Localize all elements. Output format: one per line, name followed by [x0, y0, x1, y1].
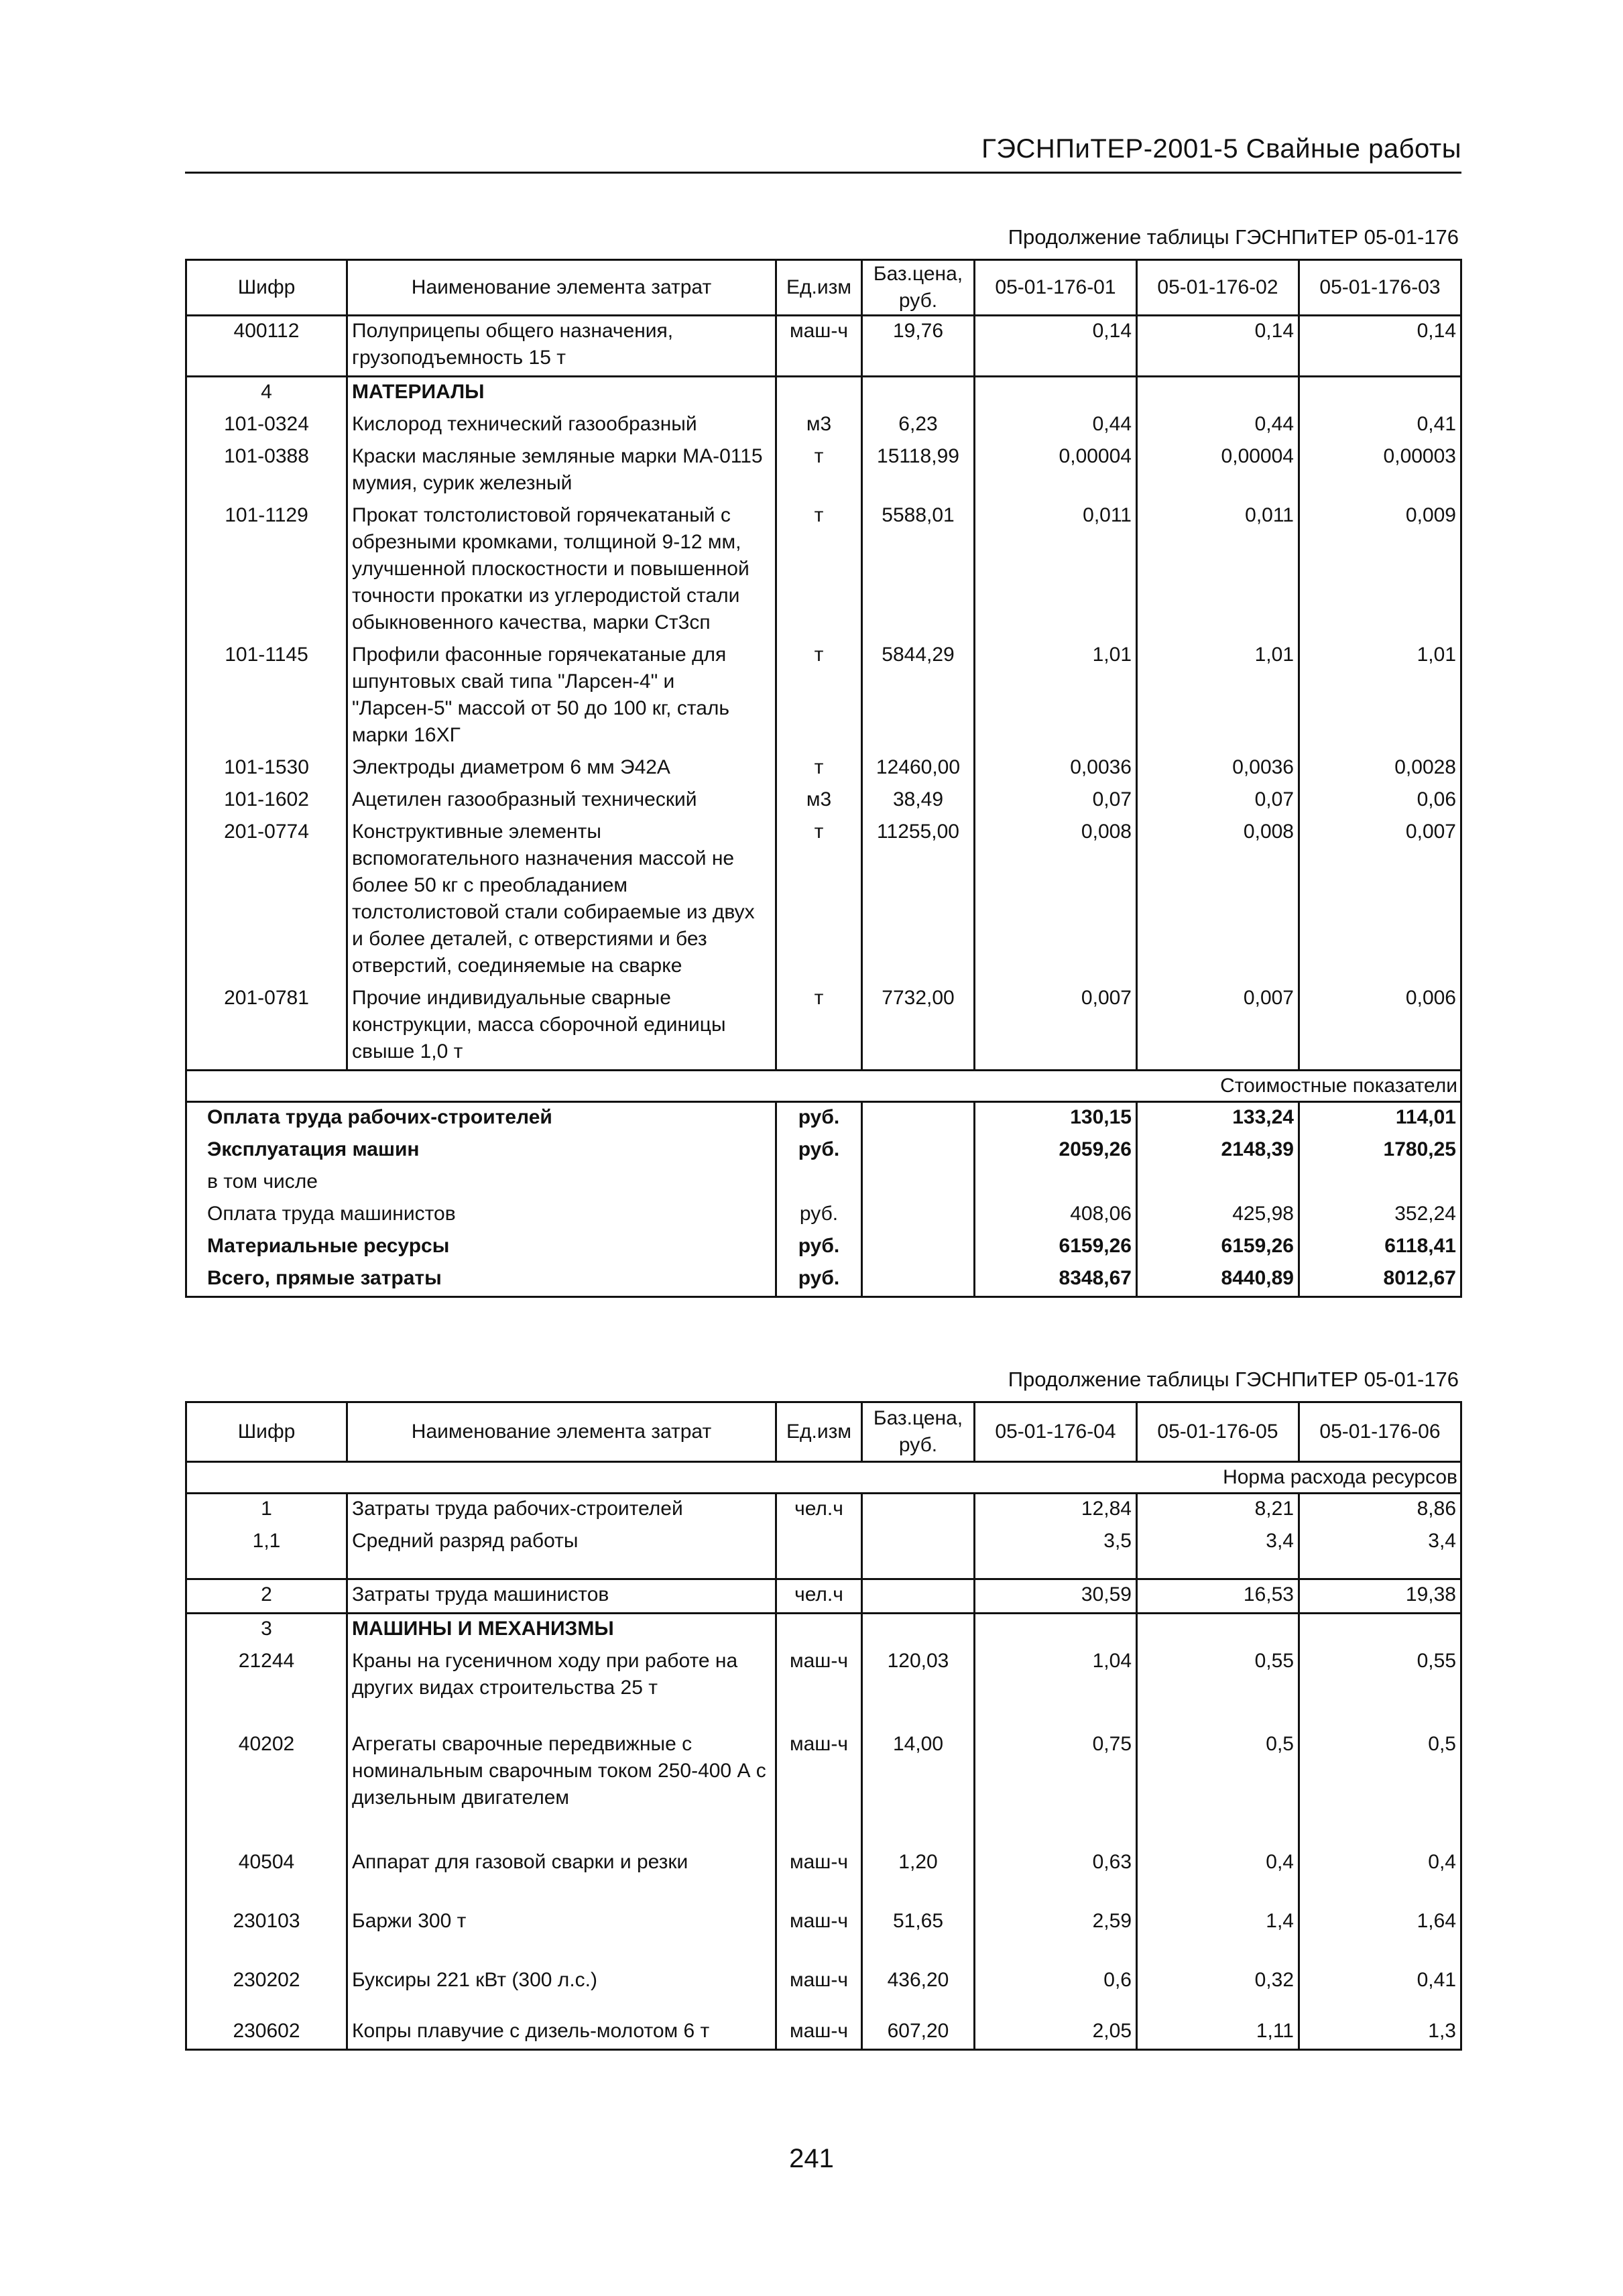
- summary-unit: руб.: [776, 1231, 862, 1264]
- cell-v2: 1,01: [1137, 640, 1299, 753]
- summary-price: [862, 1102, 975, 1136]
- cell-unit: т: [776, 983, 862, 1071]
- cell-v3: 19,38: [1299, 1579, 1461, 1613]
- cell-v1: 2,59: [975, 1907, 1137, 1966]
- cell-code: 101-0324: [186, 410, 347, 442]
- summary-v1: 408,06: [975, 1199, 1137, 1231]
- summary-v3: 352,24: [1299, 1199, 1461, 1231]
- table-row: [186, 1848, 1461, 1907]
- summary-unit: руб.: [776, 1102, 862, 1136]
- cell-price: 436,20: [862, 1966, 975, 2016]
- cell-name: Копры плавучие с дизель-молотом 6 т: [347, 2016, 776, 2050]
- cell-price: 7732,00: [862, 983, 975, 1071]
- cell-unit: чел.ч: [776, 1494, 862, 1527]
- cell-price: [862, 1579, 975, 1613]
- summary-label: Оплата труда машинистов: [186, 1199, 776, 1231]
- summary-v1: 2059,26: [975, 1135, 1137, 1167]
- cell-v2: 0,55: [1137, 1646, 1299, 1730]
- cell-name: Электроды диаметром 6 мм Э42А: [347, 753, 776, 785]
- cell-v3: 0,006: [1299, 983, 1461, 1071]
- cell-name: Баржи 300 т: [347, 1907, 776, 1966]
- cell-code: 400112: [186, 316, 347, 377]
- cell-name: Профили фасонные горячекатаные для шпунтовых свай типа "Ларсен-4" и "Ларсен-5" массой от 50 до 100 кг, сталь марки 16ХГ: [347, 640, 776, 753]
- cell-v3: 0,06: [1299, 785, 1461, 817]
- cell-unit: т: [776, 753, 862, 785]
- cell-v3: 0,55: [1299, 1646, 1461, 1730]
- cell-v2: 0,008: [1137, 817, 1299, 983]
- summary-v1: 6159,26: [975, 1231, 1137, 1264]
- cell-v3: 0,41: [1299, 1966, 1461, 2016]
- table-2: [185, 1401, 1462, 2051]
- col-header-code: Шифр: [186, 1402, 347, 1462]
- cell-v2: 3,4: [1137, 1526, 1299, 1579]
- cell-price: 1,20: [862, 1848, 975, 1907]
- summary-v1: [975, 1167, 1137, 1199]
- cell-name: Конструктивные элементы вспомогательного назначения массой не более 50 кг с преобладанием толстолистовой стали собираемые из двух и более деталей, с отверстиями и без отверстий, соединяемые на сварке: [347, 817, 776, 983]
- col-header-c1: 05-01-176-04: [975, 1402, 1137, 1462]
- table-2-caption: Продолжение таблицы ГЭСНПиТЕР 05-01-176: [1008, 1368, 1459, 1391]
- cell-code: 3: [186, 1613, 347, 1646]
- cell-price: [862, 1494, 975, 1527]
- cell-v3: 0,14: [1299, 316, 1461, 377]
- cell-code: 101-0388: [186, 442, 347, 501]
- summary-row: [186, 1231, 1461, 1264]
- cell-v3: 0,0028: [1299, 753, 1461, 785]
- cell-v2: 0,0036: [1137, 753, 1299, 785]
- summary-row: [186, 1102, 1461, 1136]
- table-row: [186, 983, 1461, 1071]
- cell-name: Краны на гусеничном ходу при работе на других видах строительства 25 т: [347, 1646, 776, 1730]
- cell-v3: 0,00003: [1299, 442, 1461, 501]
- table-row: [186, 1579, 1461, 1613]
- table-row: [186, 2016, 1461, 2050]
- cell-code: 230103: [186, 1907, 347, 1966]
- cell-name: Краски масляные земляные марки МА-0115 мумия, сурик железный: [347, 442, 776, 501]
- cell-unit: маш-ч: [776, 1848, 862, 1907]
- cell-v3: [1299, 1613, 1461, 1646]
- table-row: [186, 817, 1461, 983]
- cell-unit: чел.ч: [776, 1579, 862, 1613]
- band-label: Норма расхода ресурсов: [186, 1462, 1461, 1494]
- cell-price: 5844,29: [862, 640, 975, 753]
- col-header-name: Наименование элемента затрат: [347, 260, 776, 316]
- cell-v2: [1137, 1613, 1299, 1646]
- table-row: [186, 1494, 1461, 1527]
- cell-unit: [776, 1526, 862, 1579]
- cell-code: 101-1145: [186, 640, 347, 753]
- table-1: [185, 259, 1462, 1298]
- cell-v3: 1,3: [1299, 2016, 1461, 2050]
- cell-v1: 0,0036: [975, 753, 1137, 785]
- cell-v2: 1,4: [1137, 1907, 1299, 1966]
- table-row: [186, 501, 1461, 640]
- cell-v1: 0,44: [975, 410, 1137, 442]
- cell-v3: 1,64: [1299, 1907, 1461, 1966]
- cell-v1: 1,01: [975, 640, 1137, 753]
- cell-code: 101-1602: [186, 785, 347, 817]
- col-header-c3: 05-01-176-06: [1299, 1402, 1461, 1462]
- summary-v1: 130,15: [975, 1102, 1137, 1136]
- cell-price: 38,49: [862, 785, 975, 817]
- col-header-c1: 05-01-176-01: [975, 260, 1137, 316]
- band-label: Стоимостные показатели: [186, 1071, 1461, 1102]
- cell-name: Затраты труда рабочих-строителей: [347, 1494, 776, 1527]
- cell-price: 19,76: [862, 316, 975, 377]
- cell-code: 40504: [186, 1848, 347, 1907]
- cell-v1: 3,5: [975, 1526, 1137, 1579]
- cell-v1: 12,84: [975, 1494, 1137, 1527]
- table-row: [186, 1646, 1461, 1730]
- cell-v1: 0,75: [975, 1730, 1137, 1848]
- cell-v1: 2,05: [975, 2016, 1137, 2050]
- col-header-c2: 05-01-176-05: [1137, 1402, 1299, 1462]
- col-header-unit: Ед.изм: [776, 1402, 862, 1462]
- cell-price: 5588,01: [862, 501, 975, 640]
- summary-v2: 133,24: [1137, 1102, 1299, 1136]
- cell-v1: 0,008: [975, 817, 1137, 983]
- cell-v3: 1,01: [1299, 640, 1461, 753]
- cell-code: 230602: [186, 2016, 347, 2050]
- cost-indicators-band: [186, 1071, 1461, 1102]
- cell-unit: маш-ч: [776, 1646, 862, 1730]
- cell-price: 51,65: [862, 1907, 975, 1966]
- page-number: 241: [789, 2144, 834, 2173]
- cell-v1: 0,00004: [975, 442, 1137, 501]
- cell-name: Прокат толстолистовой горячекатаный с обрезными кромками, толщиной 9-12 мм, улучшенной плоскостности и повышенной точности прокатки из углеродистой стали обыкновенного качества, марки Ст3сп: [347, 501, 776, 640]
- cell-price: 15118,99: [862, 442, 975, 501]
- cell-v1: 0,14: [975, 316, 1137, 377]
- summary-price: [862, 1231, 975, 1264]
- table-row: [186, 377, 1461, 410]
- summary-v1: 8348,67: [975, 1264, 1137, 1297]
- table-row: [186, 1730, 1461, 1848]
- cell-code: 4: [186, 377, 347, 410]
- cell-v3: 3,4: [1299, 1526, 1461, 1579]
- cell-price: 6,23: [862, 410, 975, 442]
- section-title: МАШИНЫ И МЕХАНИЗМЫ: [347, 1613, 776, 1646]
- summary-row: [186, 1135, 1461, 1167]
- cell-v3: [1299, 377, 1461, 410]
- cell-price: 11255,00: [862, 817, 975, 983]
- table-row: [186, 1526, 1461, 1579]
- cell-unit: маш-ч: [776, 1966, 862, 2016]
- section-title: МАТЕРИАЛЫ: [347, 377, 776, 410]
- summary-v3: [1299, 1167, 1461, 1199]
- cell-name: Средний разряд работы: [347, 1526, 776, 1579]
- norm-band: [186, 1462, 1461, 1494]
- cell-name: Буксиры 221 кВт (300 л.с.): [347, 1966, 776, 2016]
- cell-v1: 0,6: [975, 1966, 1137, 2016]
- cell-name: Аппарат для газовой сварки и резки: [347, 1848, 776, 1907]
- page-header-title: ГЭСНПиТЕР-2001-5 Свайные работы: [981, 134, 1461, 164]
- cell-v1: 0,07: [975, 785, 1137, 817]
- cell-name: Кислород технический газообразный: [347, 410, 776, 442]
- summary-unit: руб.: [776, 1199, 862, 1231]
- cell-v3: 0,4: [1299, 1848, 1461, 1907]
- cell-code: 2: [186, 1579, 347, 1613]
- cell-v2: 16,53: [1137, 1579, 1299, 1613]
- cell-v2: 0,44: [1137, 410, 1299, 442]
- summary-unit: руб.: [776, 1264, 862, 1297]
- table-row: [186, 1613, 1461, 1646]
- cell-name: Полуприцепы общего назначения, грузоподъемность 15 т: [347, 316, 776, 377]
- cell-unit: [776, 377, 862, 410]
- cell-v1: [975, 1613, 1137, 1646]
- cell-v3: 0,41: [1299, 410, 1461, 442]
- cell-price: [862, 1613, 975, 1646]
- cell-v1: 30,59: [975, 1579, 1137, 1613]
- table-row: [186, 442, 1461, 501]
- cell-v2: 0,011: [1137, 501, 1299, 640]
- cell-v3: 0,007: [1299, 817, 1461, 983]
- cell-v1: 0,011: [975, 501, 1137, 640]
- cell-v2: 0,4: [1137, 1848, 1299, 1907]
- cell-name: Затраты труда машинистов: [347, 1579, 776, 1613]
- cell-code: 101-1530: [186, 753, 347, 785]
- cell-code: 40202: [186, 1730, 347, 1848]
- table-row: [186, 316, 1461, 377]
- table-2-header-row: [186, 1402, 1461, 1462]
- summary-price: [862, 1264, 975, 1297]
- cell-v3: 8,86: [1299, 1494, 1461, 1527]
- cell-unit: т: [776, 501, 862, 640]
- cell-unit: маш-ч: [776, 1907, 862, 1966]
- summary-row: [186, 1167, 1461, 1199]
- cell-unit: т: [776, 442, 862, 501]
- cell-v2: 0,007: [1137, 983, 1299, 1071]
- cell-unit: м3: [776, 785, 862, 817]
- summary-v2: [1137, 1167, 1299, 1199]
- summary-v3: 8012,67: [1299, 1264, 1461, 1297]
- cell-name: Прочие индивидуальные сварные конструкции, масса сборочной единицы свыше 1,0 т: [347, 983, 776, 1071]
- summary-v2: 2148,39: [1137, 1135, 1299, 1167]
- summary-v3: 114,01: [1299, 1102, 1461, 1136]
- cell-code: 101-1129: [186, 501, 347, 640]
- cell-unit: м3: [776, 410, 862, 442]
- summary-unit: [776, 1167, 862, 1199]
- col-header-unit: Ед.изм: [776, 260, 862, 316]
- cell-unit: т: [776, 817, 862, 983]
- col-header-price: Баз.цена, руб.: [862, 260, 975, 316]
- summary-label: в том числе: [186, 1167, 776, 1199]
- cell-unit: маш-ч: [776, 2016, 862, 2050]
- col-header-name: Наименование элемента затрат: [347, 1402, 776, 1462]
- cell-v1: 0,007: [975, 983, 1137, 1071]
- summary-price: [862, 1199, 975, 1231]
- cell-price: 607,20: [862, 2016, 975, 2050]
- summary-label: Всего, прямые затраты: [186, 1264, 776, 1297]
- cell-unit: маш-ч: [776, 316, 862, 377]
- cell-unit: маш-ч: [776, 1730, 862, 1848]
- header-rule: [185, 172, 1461, 174]
- col-header-c3: 05-01-176-03: [1299, 260, 1461, 316]
- summary-label: Оплата труда рабочих-строителей: [186, 1102, 776, 1136]
- cell-v2: [1137, 377, 1299, 410]
- summary-row: [186, 1264, 1461, 1297]
- summary-price: [862, 1167, 975, 1199]
- cell-code: 21244: [186, 1646, 347, 1730]
- table-row: [186, 753, 1461, 785]
- summary-v2: 425,98: [1137, 1199, 1299, 1231]
- summary-unit: руб.: [776, 1135, 862, 1167]
- cell-code: 1: [186, 1494, 347, 1527]
- cell-v2: 1,11: [1137, 2016, 1299, 2050]
- cell-v2: 0,32: [1137, 1966, 1299, 2016]
- cell-v1: 1,04: [975, 1646, 1137, 1730]
- cell-v2: 8,21: [1137, 1494, 1299, 1527]
- cell-unit: т: [776, 640, 862, 753]
- col-header-price: Баз.цена, руб.: [862, 1402, 975, 1462]
- col-header-c2: 05-01-176-02: [1137, 260, 1299, 316]
- cell-price: [862, 1526, 975, 1579]
- table-row: [186, 1907, 1461, 1966]
- cell-code: 201-0774: [186, 817, 347, 983]
- cell-code: 201-0781: [186, 983, 347, 1071]
- table-row: [186, 410, 1461, 442]
- col-header-code: Шифр: [186, 260, 347, 316]
- summary-price: [862, 1135, 975, 1167]
- table-row: [186, 785, 1461, 817]
- summary-label: Эксплуатация машин: [186, 1135, 776, 1167]
- cell-code: 230202: [186, 1966, 347, 2016]
- cell-name: Агрегаты сварочные передвижные с номинальным сварочным током 250-400 А с дизельным двигателем: [347, 1730, 776, 1848]
- summary-row: [186, 1199, 1461, 1231]
- cell-price: 14,00: [862, 1730, 975, 1848]
- cell-price: 120,03: [862, 1646, 975, 1730]
- cell-code: 1,1: [186, 1526, 347, 1579]
- summary-v3: 1780,25: [1299, 1135, 1461, 1167]
- summary-label: Материальные ресурсы: [186, 1231, 776, 1264]
- cell-v2: 0,14: [1137, 316, 1299, 377]
- cell-v2: 0,00004: [1137, 442, 1299, 501]
- cell-price: 12460,00: [862, 753, 975, 785]
- table-row: [186, 640, 1461, 753]
- cell-v2: 0,07: [1137, 785, 1299, 817]
- cell-v3: 0,009: [1299, 501, 1461, 640]
- cell-name: Ацетилен газообразный технический: [347, 785, 776, 817]
- cell-v1: 0,63: [975, 1848, 1137, 1907]
- table-row: [186, 1966, 1461, 2016]
- cell-v1: [975, 377, 1137, 410]
- table-1-header-row: [186, 260, 1461, 316]
- cell-price: [862, 377, 975, 410]
- summary-v3: 6118,41: [1299, 1231, 1461, 1264]
- cell-unit: [776, 1613, 862, 1646]
- summary-v2: 8440,89: [1137, 1264, 1299, 1297]
- summary-v2: 6159,26: [1137, 1231, 1299, 1264]
- cell-v3: 0,5: [1299, 1730, 1461, 1848]
- table-1-caption: Продолжение таблицы ГЭСНПиТЕР 05-01-176: [1008, 225, 1459, 249]
- cell-v2: 0,5: [1137, 1730, 1299, 1848]
